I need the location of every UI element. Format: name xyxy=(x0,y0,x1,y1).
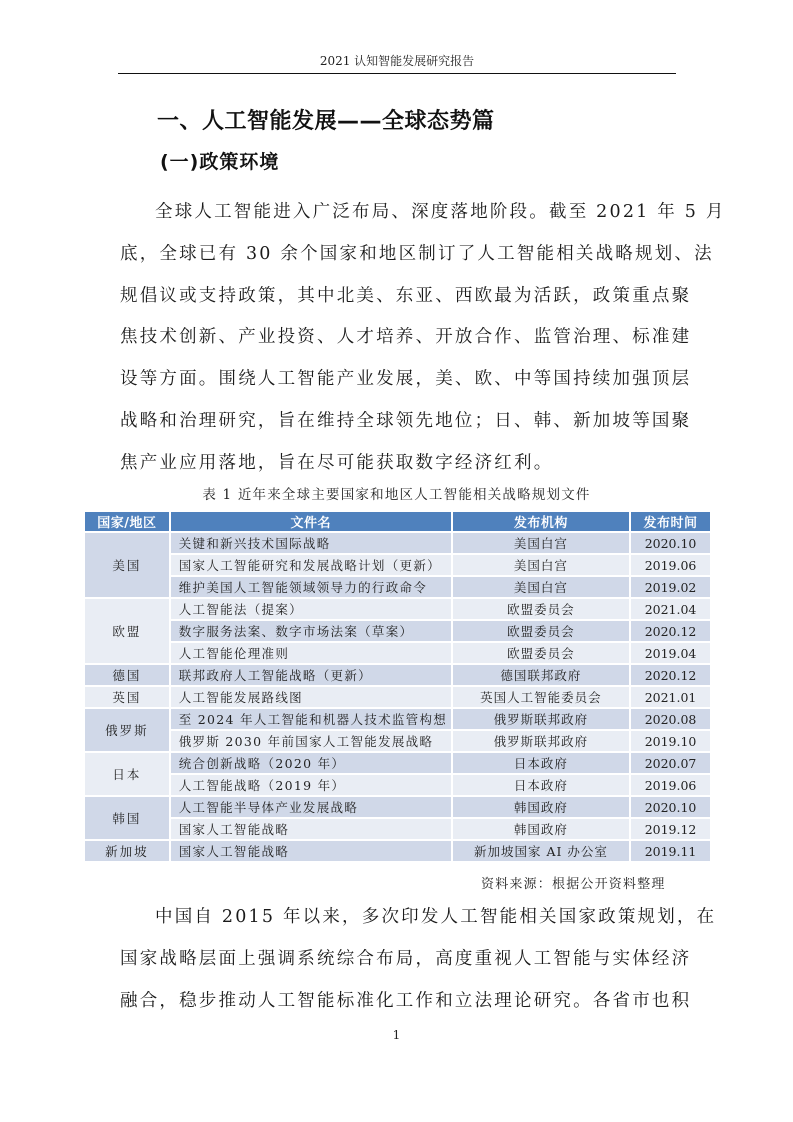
table-caption: 表 1 近年来全球主要国家和地区人工智能相关战略规划文件 xyxy=(202,487,591,503)
country-cell: 韩国 xyxy=(85,797,169,839)
publisher-cell: 英国人工智能委员会 xyxy=(453,687,629,707)
table-row xyxy=(85,533,710,553)
paragraph-line: 全球人工智能进入广泛布局、深度落地阶段。截至 2021 年 5 月 xyxy=(155,202,726,222)
table-row xyxy=(85,665,710,685)
date-cell: 2021.01 xyxy=(631,687,710,707)
document-cell: 关键和新兴技术国际战略 xyxy=(171,533,451,553)
date-cell: 2020.08 xyxy=(631,709,710,729)
publisher-cell: 欧盟委员会 xyxy=(453,599,629,619)
paragraph-line: 国家战略层面上强调系统综合布局，高度重视人工智能与实体经济 xyxy=(120,948,692,969)
publisher-cell: 新加坡国家 AI 办公室 xyxy=(453,841,629,861)
table-row xyxy=(85,775,710,795)
publisher-cell: 德国联邦政府 xyxy=(453,665,629,685)
paragraph-line: 战略和治理研究，旨在维持全球领先地位；日、韩、新加坡等国聚 xyxy=(120,410,692,431)
date-cell: 2019.02 xyxy=(631,577,710,597)
column-header-publisher: 发布机构 xyxy=(453,512,629,531)
country-cell: 俄罗斯 xyxy=(85,709,169,751)
table-header-row xyxy=(85,512,710,531)
paragraph-china-policy xyxy=(120,897,717,1022)
section-heading: 一、人工智能发展——全球态势篇 xyxy=(157,109,495,134)
date-cell: 2020.10 xyxy=(631,797,710,817)
publisher-cell: 韩国政府 xyxy=(453,797,629,817)
document-cell: 人工智能半导体产业发展战略 xyxy=(171,797,451,817)
document-cell: 人工智能伦理准则 xyxy=(171,643,451,663)
date-cell: 2019.06 xyxy=(631,775,710,795)
country-cell: 德国 xyxy=(85,665,169,685)
document-cell: 维护美国人工智能领域领导力的行政命令 xyxy=(171,577,451,597)
table-row xyxy=(85,687,710,707)
paragraph-line: 中国自 2015 年以来，多次印发人工智能相关国家政策规划，在 xyxy=(155,907,717,927)
table-row xyxy=(85,797,710,817)
paragraph-line: 规倡议或支持政策，其中北美、东亚、西欧最为活跃，政策重点聚 xyxy=(120,285,692,306)
document-cell: 俄罗斯 2030 年前国家人工智能发展战略 xyxy=(171,731,451,751)
paragraph-line: 底，全球已有 30 余个国家和地区制订了人工智能相关战略规划、法 xyxy=(120,243,714,264)
publisher-cell: 俄罗斯联邦政府 xyxy=(453,709,629,729)
table-row xyxy=(85,599,710,619)
publisher-cell: 日本政府 xyxy=(453,775,629,795)
publisher-cell: 美国白宫 xyxy=(453,577,629,597)
document-cell: 至 2024 年人工智能和机器人技术监管构想 xyxy=(171,709,451,729)
country-cell: 新加坡 xyxy=(85,841,169,861)
document-cell: 人工智能发展路线图 xyxy=(171,687,451,707)
table-row xyxy=(85,643,710,663)
strategy-documents-table xyxy=(83,510,712,863)
paragraph-global-overview xyxy=(120,192,726,485)
document-cell: 国家人工智能战略 xyxy=(171,819,451,839)
publisher-cell: 日本政府 xyxy=(453,753,629,773)
table-row xyxy=(85,555,710,575)
column-header-document: 文件名 xyxy=(171,512,451,531)
table-source-note: 资料来源：根据公开资料整理 xyxy=(481,877,666,892)
subsection-heading: (一)政策环境 xyxy=(160,151,280,173)
table-row xyxy=(85,841,710,861)
column-header-date: 发布时间 xyxy=(631,512,710,531)
date-cell: 2019.06 xyxy=(631,555,710,575)
page-header: 2021 认知智能发展研究报告 xyxy=(319,54,475,68)
document-cell: 统合创新战略（2020 年） xyxy=(171,753,451,773)
date-cell: 2020.12 xyxy=(631,621,710,641)
document-cell: 联邦政府人工智能战略（更新） xyxy=(171,665,451,685)
date-cell: 2019.12 xyxy=(631,819,710,839)
table-row xyxy=(85,753,710,773)
document-cell: 数字服务法案、数字市场法案（草案） xyxy=(171,621,451,641)
table-row xyxy=(85,731,710,751)
document-cell: 人工智能战略（2019 年） xyxy=(171,775,451,795)
date-cell: 2020.10 xyxy=(631,533,710,553)
country-cell: 美国 xyxy=(85,533,169,597)
date-cell: 2019.11 xyxy=(631,841,710,861)
header-rule xyxy=(118,73,676,74)
publisher-cell: 美国白宫 xyxy=(453,555,629,575)
publisher-cell: 俄罗斯联邦政府 xyxy=(453,731,629,751)
table-row xyxy=(85,577,710,597)
publisher-cell: 美国白宫 xyxy=(453,533,629,553)
column-header-country: 国家/地区 xyxy=(85,512,169,531)
paragraph-line: 设等方面。围绕人工智能产业发展，美、欧、中等国持续加强顶层 xyxy=(120,369,692,390)
country-cell: 欧盟 xyxy=(85,599,169,663)
date-cell: 2019.10 xyxy=(631,731,710,751)
document-cell: 国家人工智能研究和发展战略计划（更新） xyxy=(171,555,451,575)
document-cell: 人工智能法（提案） xyxy=(171,599,451,619)
country-cell: 英国 xyxy=(85,687,169,707)
table-row xyxy=(85,621,710,641)
table-row xyxy=(85,819,710,839)
publisher-cell: 欧盟委员会 xyxy=(453,621,629,641)
publisher-cell: 韩国政府 xyxy=(453,819,629,839)
page-number: 1 xyxy=(392,1028,401,1042)
date-cell: 2020.12 xyxy=(631,665,710,685)
paragraph-line: 融合，稳步推动人工智能标准化工作和立法理论研究。各省市也积 xyxy=(120,990,692,1011)
paragraph-line: 焦技术创新、产业投资、人才培养、开放合作、监管治理、标准建 xyxy=(120,327,692,348)
paragraph-line: 焦产业应用落地，旨在尽可能获取数字经济红利。 xyxy=(120,452,554,473)
country-cell: 日本 xyxy=(85,753,169,795)
document-cell: 国家人工智能战略 xyxy=(171,841,451,861)
publisher-cell: 欧盟委员会 xyxy=(453,643,629,663)
table-row xyxy=(85,709,710,729)
date-cell: 2021.04 xyxy=(631,599,710,619)
date-cell: 2019.04 xyxy=(631,643,710,663)
date-cell: 2020.07 xyxy=(631,753,710,773)
